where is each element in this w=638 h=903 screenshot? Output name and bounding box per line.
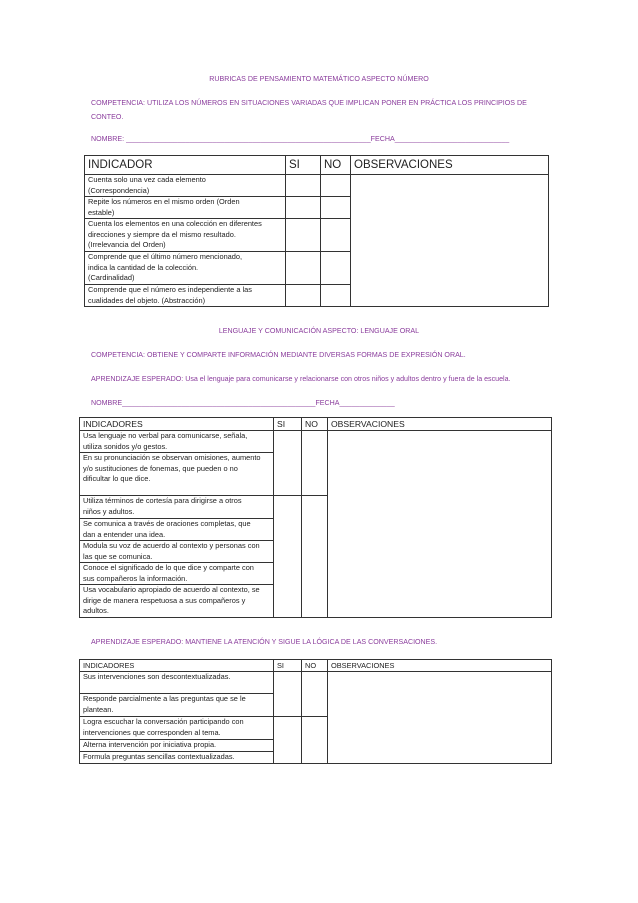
section1-title: RUBRICAS DE PENSAMIENTO MATEMÁTICO ASPECTO NÚMERO <box>209 75 429 83</box>
section2-title: LENGUAJE Y COMUNICACIÓN ASPECTO: LENGUAJE ORAL <box>218 327 420 335</box>
no-cell[interactable] <box>321 197 351 219</box>
table-row <box>80 431 552 453</box>
section1-competencia-line2: CONTEO. <box>91 113 124 121</box>
indicator-cell: Modula su voz de acuerdo al contexto y personas con las que se comunica. <box>80 541 274 563</box>
section1-competencia-line1: COMPETENCIA: UTILIZA LOS NÚMEROS EN SITUACIONES VARIADAS QUE IMPLICAN PONER EN PRÁCTICA LOS PRINCIPIOS DE <box>91 99 527 107</box>
header-observaciones: OBSERVACIONES <box>351 156 549 175</box>
header-si: SI <box>286 156 321 175</box>
header-observaciones: OBSERVACIONES <box>328 660 552 672</box>
header-si: SI <box>274 418 302 431</box>
section2-rubric-table <box>79 417 552 618</box>
indicator-cell: Se comunica a través de oraciones completas, que dan a entender una idea. <box>80 519 274 541</box>
no-cell[interactable] <box>321 175 351 197</box>
indicator-cell: En su pronunciación se observan omisiones, aumento y/o sustituciones de fonemas, que pueden o no dificultar lo que dice. <box>80 453 274 496</box>
si-cell[interactable] <box>286 197 321 219</box>
indicator-cell: Conoce el significado de lo que dice y comparte con sus compañeros la información. <box>80 563 274 585</box>
header-no: NO <box>321 156 351 175</box>
no-cell[interactable] <box>302 431 328 496</box>
header-si: SI <box>274 660 302 672</box>
header-no: NO <box>302 418 328 431</box>
si-cell[interactable] <box>286 252 321 285</box>
si-cell[interactable] <box>274 672 302 717</box>
no-cell[interactable] <box>321 252 351 285</box>
section3-aprendizaje: APRENDIZAJE ESPERADO: MANTIENE LA ATENCIÓN Y SIGUE LA LÓGICA DE LAS CONVERSACIONES. <box>91 638 438 646</box>
indicator-cell: Alterna intervención por iniciativa propia. <box>80 740 274 752</box>
indicator-cell: Usa lenguaje no verbal para comunicarse, señala, utiliza sonidos y/o gestos. <box>80 431 274 453</box>
no-cell[interactable] <box>321 285 351 307</box>
indicator-cell: Comprende que el número es independiente a las cualidades del objeto. (Abstracción) <box>85 285 286 307</box>
indicator-cell: Cuenta solo una vez cada elemento (Correspondencia) <box>85 175 286 197</box>
table-row <box>80 672 552 694</box>
section2-aprendizaje: APRENDIZAJE ESPERADO: Usa el lenguaje para comunicarse y relacionarse con otros niños y adultos dentro y fuera de la escuela. <box>91 375 511 383</box>
observaciones-cell[interactable] <box>328 431 552 618</box>
indicator-cell: Formula preguntas sencillas contextualizadas. <box>80 752 274 764</box>
si-cell[interactable] <box>274 717 302 764</box>
header-indicador: INDICADOR <box>85 156 286 175</box>
si-cell[interactable] <box>286 285 321 307</box>
section2-competencia: COMPETENCIA: OBTIENE Y COMPARTE INFORMACIÓN MEDIANTE DIVERSAS FORMAS DE EXPRESIÓN ORAL. <box>91 351 466 359</box>
header-indicadores: INDICADORES <box>80 418 274 431</box>
header-observaciones: OBSERVACIONES <box>328 418 552 431</box>
indicator-cell: Comprende que el último número mencionado, indica la cantidad de la colección. (Cardinalidad) <box>85 252 286 285</box>
indicator-cell: Logra escuchar la conversación participando con intervenciones que corresponden al tema. <box>80 717 274 740</box>
header-no: NO <box>302 660 328 672</box>
indicator-cell: Usa vocabulario apropiado de acuerdo al contexto, se dirige de manera respetuosa a sus compañeros y adultos. <box>80 585 274 618</box>
si-cell[interactable] <box>274 496 302 618</box>
si-cell[interactable] <box>286 175 321 197</box>
indicator-cell: Utiliza términos de cortesía para dirigirse a otros niños y adultos. <box>80 496 274 519</box>
no-cell[interactable] <box>302 672 328 717</box>
section2-nombre-fecha-line: NOMBRE_________________________________________________FECHA______________ <box>91 399 395 407</box>
indicator-cell: Sus intervenciones son descontextualizadas. <box>80 672 274 694</box>
indicator-cell: Responde parcialmente a las preguntas que se le plantean. <box>80 694 274 717</box>
no-cell[interactable] <box>321 219 351 252</box>
observaciones-cell[interactable] <box>351 175 549 307</box>
section1-rubric-table <box>84 155 549 307</box>
observaciones-cell[interactable] <box>328 672 552 764</box>
indicator-cell: Cuenta los elementos en una colección en diferentes direcciones y siempre da el mismo resultado. (Irrelevancia del Orden) <box>85 219 286 252</box>
indicator-cell: Repite los números en el mismo orden (Orden estable) <box>85 197 286 219</box>
si-cell[interactable] <box>286 219 321 252</box>
table-header-row <box>80 418 552 431</box>
no-cell[interactable] <box>302 717 328 764</box>
section1-nombre-fecha-line: NOMBRE: ______________________________________________________________FECHA_____________________________ <box>91 135 510 143</box>
section3-rubric-table <box>79 659 552 764</box>
table-row <box>85 175 549 197</box>
no-cell[interactable] <box>302 496 328 618</box>
header-indicadores: INDICADORES <box>80 660 274 672</box>
table-header-row <box>80 660 552 672</box>
si-cell[interactable] <box>274 431 302 496</box>
table-header-row <box>85 156 549 175</box>
